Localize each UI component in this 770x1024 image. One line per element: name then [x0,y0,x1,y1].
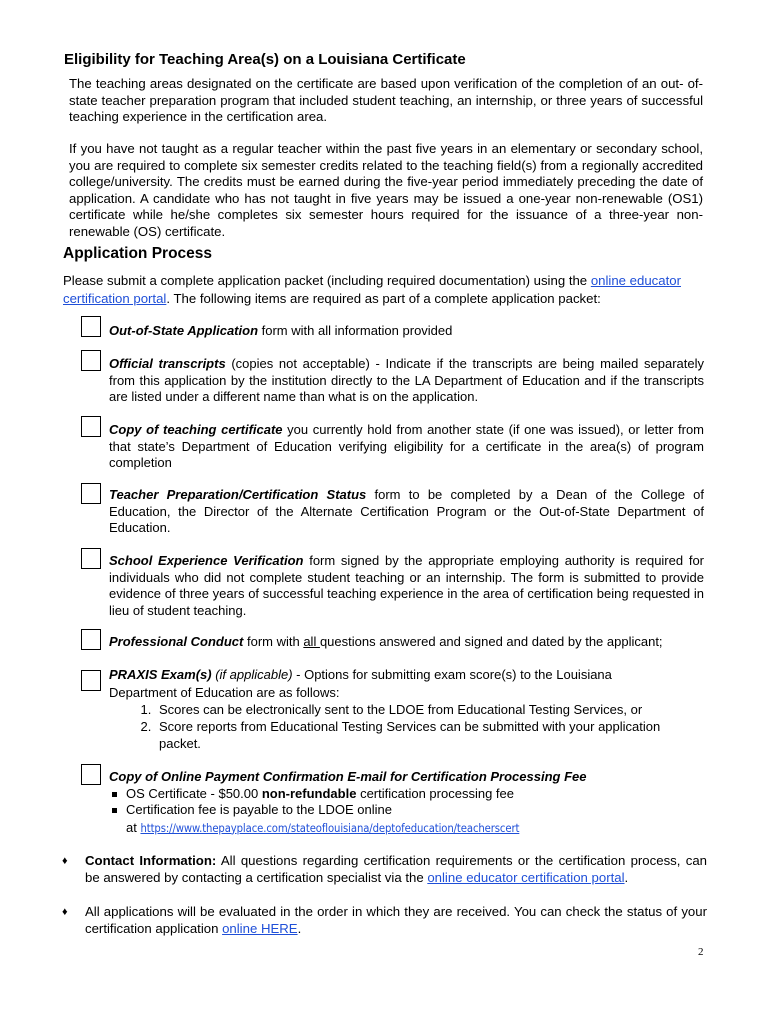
item-text: form with [243,634,304,649]
contact-portal-link[interactable]: online educator certification portal [427,870,625,885]
item-text: form signed by the appropriate employing authority is required for individuals who did not complete student teaching or an internship. The form is submitted to provide evidence of three years of successful teaching experience in the area of certification being requested in lieu of student teaching. [109,553,704,618]
payment-bullet [109,802,704,819]
item-prep-status [109,487,704,537]
payment-url-link[interactable]: https://www.thepayplace.com/stateoflouisiana/deptofeducation/teacherscert [140,821,520,835]
contact-text: All questions regarding certification requirements or the certification process, can be answered by contacting a certification specialist via the [85,853,707,885]
bullet-text-after: certification processing fee [356,785,514,801]
item-copy-certificate [109,422,704,472]
item-title: Official transcripts [109,356,226,371]
checkbox-payment[interactable] [81,764,101,785]
item-text-after: questions answered and signed and dated by the applicant; [319,634,663,649]
order-end: . [297,921,302,936]
square-bullet-icon [112,792,117,797]
payment-bullet [109,786,704,803]
item-title: Out-of-State Application [109,323,259,338]
square-bullet-icon [112,808,117,813]
contact-information [85,852,707,886]
heading-application-process: Application Process [63,245,213,262]
item-text: - Options for submitting exam score(s) to the Louisiana Department of Education are as follows: [109,667,612,700]
praxis-option: 2. Score reports from Educational Testing Services can be submitted with your application packet. [155,719,704,753]
praxis-options-list [109,702,704,752]
item-payment [109,769,704,837]
item-transcripts [109,356,704,406]
item-school-experience [109,553,704,619]
item-title: PRAXIS Exam(s) [109,667,212,682]
contact-end: . [624,870,629,885]
item-text: (copies not acceptable) - Indicate if the transcripts are being mailed separately from this application by the institution directly to the LA Department of Education and if the transcripts are listed under a different name than what is on the application. [109,356,705,405]
item-text: form with all information provided [258,323,453,338]
bullet-bold: non-refundable [261,785,357,801]
page-number: 2 [698,946,704,958]
payment-bullets [109,786,704,819]
checkbox-copy-certificate[interactable] [81,416,101,437]
checkbox-out-of-state[interactable] [81,316,101,337]
item-title: Teacher Preparation/Certification Status [109,487,367,502]
payment-url-line [109,820,704,838]
heading-eligibility: Eligibility for Teaching Area(s) on a Louisiana Certificate [64,51,466,68]
item-text: form to be completed by a Dean of the College of Education, the Director of the Alternate Certification Program or the Out-of-State Department of Education. [109,487,705,536]
order-text: All applications will be evaluated in the order in which they are received. You can check the status of your certification application [85,904,707,936]
checkbox-prep-status[interactable] [81,483,101,504]
at-label: at [126,819,141,835]
evaluation-order [85,903,707,937]
item-italic-note: (if applicable) [211,667,293,682]
diamond-bullet-icon: ♦ [62,906,68,918]
item-text: you currently hold from another state (if one was issued), or letter from that state’s Department of Education verifying eligibility for a certificate in the area(s) of program completion [109,422,705,471]
item-praxis [109,666,704,752]
bullet-text: Certification fee is payable to the LDOE online [126,802,392,818]
bullet-text: OS Certificate - $50.00 [126,785,262,801]
intro-paragraph [63,272,709,307]
item-title: Professional Conduct [109,634,244,649]
praxis-option: 1. Scores can be electronically sent to the LDOE from Educational Testing Services, or [155,702,704,719]
checkbox-school-experience[interactable] [81,548,101,569]
item-title: School Experience Verification [109,553,304,568]
contact-label: Contact Information: [85,853,217,868]
item-title: Copy of Online Payment Confirmation E-mail for Certification Processing Fee [109,769,587,784]
status-link[interactable]: online HERE [222,921,298,936]
paragraph-recent-teaching: If you have not taught as a regular teacher within the past five years in an elementary or secondary school, you are required to complete six semester credits related to the teaching field(s) from a regionally accredited college/university. The credits must be earned during the five-year period immediately preceding the date of application. A candidate who has not taught in five years may be issued a one-year non-renewable (OS1) certificate while he/she completes six semester hours required for the issuance of a three-year non-renewable (OS) certificate. [69,141,703,239]
diamond-bullet-icon: ♦ [62,855,68,867]
item-out-of-state [109,323,704,340]
intro-text-before: Please submit a complete application packet (including required documentation) using the [63,273,591,288]
paragraph-teaching-areas: The teaching areas designated on the certificate are based upon verification of the completion of an out- of-state teacher preparation program that included student teaching, an internship, or three years of successful teaching experience in the certification area. [69,76,703,125]
item-title: Copy of teaching certificate [109,422,283,437]
checkbox-professional-conduct[interactable] [81,629,101,650]
checkbox-transcripts[interactable] [81,350,101,371]
portal-link[interactable]: online educator certification portal [63,273,681,306]
underlined-all: all [303,634,320,649]
item-professional-conduct [109,634,704,651]
intro-text-after: . The following items are required as part of a complete application packet: [166,290,601,306]
checkbox-praxis[interactable] [81,670,101,691]
